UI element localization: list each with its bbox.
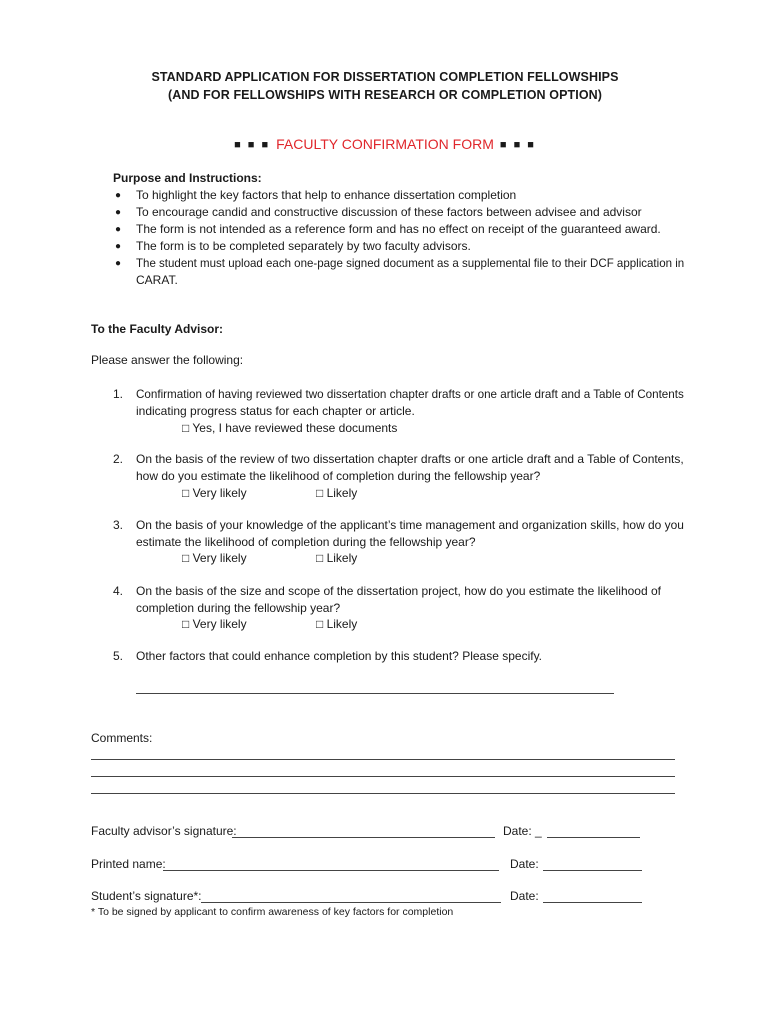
other-factors-answer-line[interactable] bbox=[136, 693, 614, 694]
question-text: On the basis of your knowledge of the applicant’s time management and organization skills, how do you bbox=[136, 518, 684, 532]
checkbox-option-very-likely[interactable]: □ Very likely bbox=[182, 617, 247, 631]
printed-name-line[interactable] bbox=[163, 870, 499, 871]
checkbox-option-likely[interactable]: □ Likely bbox=[316, 551, 358, 565]
printed-name-label: Printed name: bbox=[91, 857, 166, 871]
purpose-bullet: The form is not intended as a reference form and has no effect on receipt of the guaranteed award. bbox=[136, 222, 661, 236]
date-label: Date: bbox=[510, 889, 539, 903]
comments-line[interactable] bbox=[91, 793, 675, 794]
student-date-line[interactable] bbox=[543, 902, 642, 903]
header-title-line1: STANDARD APPLICATION FOR DISSERTATION COMPLETION FELLOWSHIPS bbox=[151, 70, 619, 84]
question-number: 2. bbox=[113, 452, 124, 466]
student-signature-line[interactable] bbox=[201, 902, 501, 903]
square-bullets-icon: ■ ■ ■ bbox=[499, 139, 536, 151]
question-text: Other factors that could enhance completion by this student? Please specify. bbox=[136, 649, 543, 663]
purpose-bullet: The form is to be completed separately by two faculty advisors. bbox=[136, 239, 471, 253]
purpose-bullet: To highlight the key factors that help to enhance dissertation completion bbox=[136, 188, 517, 202]
student-signature-label: Student’s signature*: bbox=[91, 889, 202, 903]
date-label: Date: bbox=[510, 857, 539, 871]
form-title-text: FACULTY CONFIRMATION FORM bbox=[276, 136, 494, 152]
question-text: On the basis of the size and scope of the dissertation project, how do you estimate the likelihood of bbox=[136, 584, 661, 598]
question-text: how do you estimate the likelihood of completion during the fellowship year? bbox=[136, 469, 541, 483]
question-number: 5. bbox=[113, 649, 124, 663]
date-label: Date: _ bbox=[503, 824, 542, 838]
checkbox-option-very-likely[interactable]: □ Very likely bbox=[182, 551, 247, 565]
faculty-signature-line[interactable] bbox=[232, 837, 495, 838]
question-text: On the basis of the review of two dissertation chapter drafts or one article draft and a Table of Contents, bbox=[136, 452, 684, 466]
checkbox-option-likely[interactable]: □ Likely bbox=[316, 486, 358, 500]
bullet-icon: ● bbox=[115, 190, 122, 201]
printed-date-line[interactable] bbox=[543, 870, 642, 871]
footnote: * To be signed by applicant to confirm awareness of key factors for completion bbox=[91, 906, 454, 918]
question-text: estimate the likelihood of completion during the fellowship year? bbox=[136, 535, 476, 549]
question-text: Confirmation of having reviewed two dissertation chapter drafts or one article draft and a Table of Contents bbox=[136, 387, 684, 401]
advisor-heading: To the Faculty Advisor: bbox=[91, 322, 224, 336]
bullet-icon: ● bbox=[115, 258, 122, 269]
faculty-signature-label: Faculty advisor’s signature: bbox=[91, 824, 237, 838]
comments-label: Comments: bbox=[91, 731, 153, 745]
purpose-bullet-continued: CARAT. bbox=[136, 273, 178, 287]
bullet-icon: ● bbox=[115, 224, 122, 235]
comments-line[interactable] bbox=[91, 759, 675, 760]
purpose-bullet: The student must upload each one-page signed document as a supplemental file to their DCF application in bbox=[136, 256, 685, 270]
question-number: 4. bbox=[113, 584, 124, 598]
purpose-heading: Purpose and Instructions: bbox=[113, 171, 262, 185]
bullet-icon: ● bbox=[115, 241, 122, 252]
purpose-bullet: To encourage candid and constructive discussion of these factors between advisee and advisor bbox=[136, 205, 642, 219]
advisor-intro: Please answer the following: bbox=[91, 353, 244, 367]
question-number: 1. bbox=[113, 387, 124, 401]
comments-line[interactable] bbox=[91, 776, 675, 777]
checkbox-option-yes-reviewed[interactable]: □ Yes, I have reviewed these documents bbox=[182, 421, 398, 435]
question-number: 3. bbox=[113, 518, 124, 532]
faculty-date-line[interactable] bbox=[547, 837, 640, 838]
question-text: indicating progress status for each chapter or article. bbox=[136, 404, 415, 418]
checkbox-option-likely[interactable]: □ Likely bbox=[316, 617, 358, 631]
square-bullets-icon: ■ ■ ■ bbox=[234, 139, 271, 151]
checkbox-option-very-likely[interactable]: □ Very likely bbox=[182, 486, 247, 500]
question-text: completion during the fellowship year? bbox=[136, 601, 341, 615]
bullet-icon: ● bbox=[115, 207, 122, 218]
form-title bbox=[0, 136, 770, 152]
header-title-line2: (AND FOR FELLOWSHIPS WITH RESEARCH OR COMPLETION OPTION) bbox=[167, 88, 603, 102]
